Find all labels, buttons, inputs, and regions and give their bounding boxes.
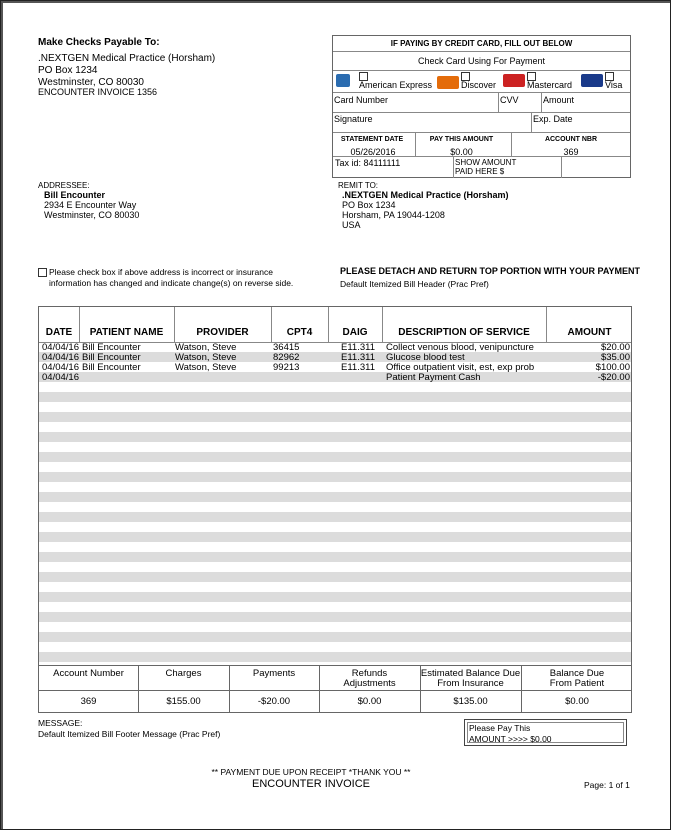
table-cell-amount: $100.00 bbox=[595, 362, 630, 373]
table-cell-provider: Watson, Steve bbox=[175, 352, 237, 363]
table-cell-provider: Watson, Steve bbox=[175, 342, 237, 353]
account-nbr-label: ACCOUNT NBR bbox=[544, 136, 598, 143]
invoice-number: ENCOUNTER INVOICE 1356 bbox=[38, 87, 158, 97]
table-cell-desc: Office outpatient visit, est, exp prob bbox=[386, 362, 535, 373]
table-stripe bbox=[39, 392, 631, 402]
signature-label: Signature bbox=[334, 114, 373, 124]
table-cell-patient: Bill Encounter bbox=[82, 362, 141, 373]
visa-label: Visa bbox=[605, 80, 623, 90]
remit-country: USA bbox=[342, 220, 361, 230]
table-cell-cpt4: 82962 bbox=[273, 352, 300, 363]
remit-address2: Horsham, PA 19044-1208 bbox=[342, 210, 445, 220]
col-header-diag: DAIG bbox=[342, 327, 368, 338]
summary-value: $155.00 bbox=[166, 696, 201, 707]
table-stripe bbox=[39, 432, 631, 442]
table-cell-date: 04/04/16 bbox=[42, 352, 79, 363]
itemized-table bbox=[38, 306, 632, 713]
card-number-label: Card Number bbox=[334, 95, 389, 105]
page-number: Page: 1 of 1 bbox=[584, 780, 630, 790]
table-cell-date: 04/04/16 bbox=[42, 342, 79, 353]
detach-notice: PLEASE DETACH AND RETURN TOP PORTION WITH YOUR PAYMENT bbox=[340, 266, 641, 276]
pay-this-label: Please Pay This bbox=[469, 723, 531, 733]
discover-logo-icon bbox=[437, 76, 459, 89]
statement-date-value: 05/26/2016 bbox=[350, 147, 396, 157]
payable-heading: Make Checks Payable To: bbox=[38, 37, 160, 48]
mastercard-logo-icon bbox=[503, 74, 525, 87]
exp-date-label: Exp. Date bbox=[533, 114, 573, 124]
addressee-label: ADDRESSEE: bbox=[38, 181, 90, 190]
pay-amount-label: PAY THIS AMOUNT bbox=[429, 136, 494, 143]
notice-line2: information has changed and indicate change(s) on reverse side. bbox=[49, 278, 294, 288]
summary-header-line1: Charges bbox=[165, 668, 202, 679]
message-label: MESSAGE: bbox=[38, 718, 83, 728]
credit-card-heading: IF PAYING BY CREDIT CARD, FILL OUT BELOW bbox=[390, 39, 573, 48]
table-cell-provider: Watson, Steve bbox=[175, 362, 237, 373]
table-cell-desc: Collect venous blood, venipuncture bbox=[386, 342, 534, 353]
discover-label: Discover bbox=[461, 80, 497, 90]
table-stripe bbox=[39, 592, 631, 602]
addressee-address2: Westminster, CO 80030 bbox=[44, 210, 140, 220]
col-header-provider: PROVIDER bbox=[196, 327, 249, 338]
amount-label: Amount bbox=[543, 95, 575, 105]
table-cell-date: 04/04/16 bbox=[42, 372, 79, 383]
payable-address1: PO Box 1234 bbox=[38, 65, 98, 76]
table-cell-diag: E11.311 bbox=[341, 342, 375, 353]
table-cell-diag: E11.311 bbox=[341, 362, 375, 373]
remit-label: REMIT TO: bbox=[338, 181, 379, 190]
table-stripe bbox=[39, 412, 631, 422]
table-stripe bbox=[39, 572, 631, 582]
col-header-patient: PATIENT NAME bbox=[89, 327, 164, 338]
summary-header-line1: Estimated Balance Due bbox=[420, 668, 521, 679]
show-amount-line1: SHOW AMOUNT bbox=[455, 158, 517, 167]
table-stripe bbox=[39, 632, 631, 642]
summary-header-line2: Adjustments bbox=[343, 678, 396, 689]
table-cell-amount: $20.00 bbox=[600, 342, 630, 353]
pay-amount-value: $0.00 bbox=[450, 147, 473, 157]
tax-id: Tax id: 84111111 bbox=[335, 158, 401, 168]
table-stripe bbox=[39, 452, 631, 462]
summary-value: 369 bbox=[80, 696, 97, 707]
addressee-name: Bill Encounter bbox=[44, 190, 106, 200]
summary-value: $0.00 bbox=[565, 696, 589, 707]
remit-name: .NEXTGEN Medical Practice (Horsham) bbox=[342, 190, 509, 200]
col-header-description: DESCRIPTION OF SERVICE bbox=[398, 327, 530, 338]
table-stripe bbox=[39, 652, 631, 662]
footer-message: Default Itemized Bill Footer Message (Prac Pref) bbox=[38, 729, 221, 739]
summary-value: $135.00 bbox=[453, 696, 488, 707]
table-stripe bbox=[39, 512, 631, 522]
summary-value: -$20.00 bbox=[257, 696, 291, 707]
table-cell-date: 04/04/16 bbox=[42, 362, 79, 373]
amex-label: American Express bbox=[359, 80, 433, 90]
statement-date-label: STATEMENT DATE bbox=[340, 136, 404, 143]
table-stripe bbox=[39, 492, 631, 502]
summary-header-line1: Balance Due bbox=[549, 668, 605, 679]
bill-header: Default Itemized Bill Header (Prac Pref) bbox=[340, 279, 489, 289]
table-cell-cpt4: 99213 bbox=[273, 362, 300, 373]
account-nbr-value: 369 bbox=[563, 147, 579, 157]
table-cell-patient: Bill Encounter bbox=[82, 352, 141, 363]
mastercard-label: Mastercard bbox=[527, 80, 573, 90]
payable-name: .NEXTGEN Medical Practice (Horsham) bbox=[38, 53, 216, 64]
pay-this-box bbox=[464, 719, 627, 746]
credit-card-subheading: Check Card Using For Payment bbox=[417, 56, 546, 66]
cvv-label: CVV bbox=[500, 95, 519, 105]
footer-title: ENCOUNTER INVOICE bbox=[252, 778, 370, 790]
col-header-cpt4: CPT4 bbox=[286, 327, 313, 338]
summary-header-line2: From Insurance bbox=[437, 678, 504, 689]
credit-card-box bbox=[332, 35, 631, 178]
table-stripe bbox=[39, 612, 631, 622]
summary-value: $0.00 bbox=[357, 696, 382, 707]
table-cell-desc: Glucose blood test bbox=[386, 352, 465, 363]
table-cell-diag: E11.311 bbox=[341, 352, 375, 363]
table-cell-cpt4: 36415 bbox=[273, 342, 300, 353]
address-change-checkbox[interactable] bbox=[38, 268, 47, 277]
summary-header-line1: Refunds bbox=[351, 668, 388, 679]
summary-header-line2: From Patient bbox=[549, 678, 605, 689]
table-stripe bbox=[39, 472, 631, 482]
summary-header-line1: Account Number bbox=[53, 668, 124, 679]
table-stripe bbox=[39, 552, 631, 562]
col-header-date: DATE bbox=[45, 327, 73, 338]
addressee-address1: 2934 E Encounter Way bbox=[44, 200, 137, 210]
table-cell-desc: Patient Payment Cash bbox=[386, 372, 481, 383]
table-stripe bbox=[39, 532, 631, 542]
show-amount-line2: PAID HERE $ bbox=[455, 167, 505, 176]
summary-header-line1: Payments bbox=[252, 668, 296, 679]
remit-address1: PO Box 1234 bbox=[342, 200, 396, 210]
table-cell-amount: -$20.00 bbox=[597, 372, 630, 383]
pay-this-amount: AMOUNT >>>> $0.00 bbox=[469, 734, 552, 744]
visa-logo-icon bbox=[581, 74, 603, 87]
amex-logo-icon bbox=[336, 74, 350, 87]
payable-address2: Westminster, CO 80030 bbox=[38, 77, 144, 88]
table-cell-patient: Bill Encounter bbox=[82, 342, 141, 353]
table-cell-amount: $35.00 bbox=[600, 352, 630, 363]
notice-line1: Please check box if above address is incorrect or insurance bbox=[49, 267, 273, 277]
col-header-amount: AMOUNT bbox=[567, 327, 612, 338]
thank-you-line: ** PAYMENT DUE UPON RECEIPT *THANK YOU ** bbox=[211, 767, 411, 777]
